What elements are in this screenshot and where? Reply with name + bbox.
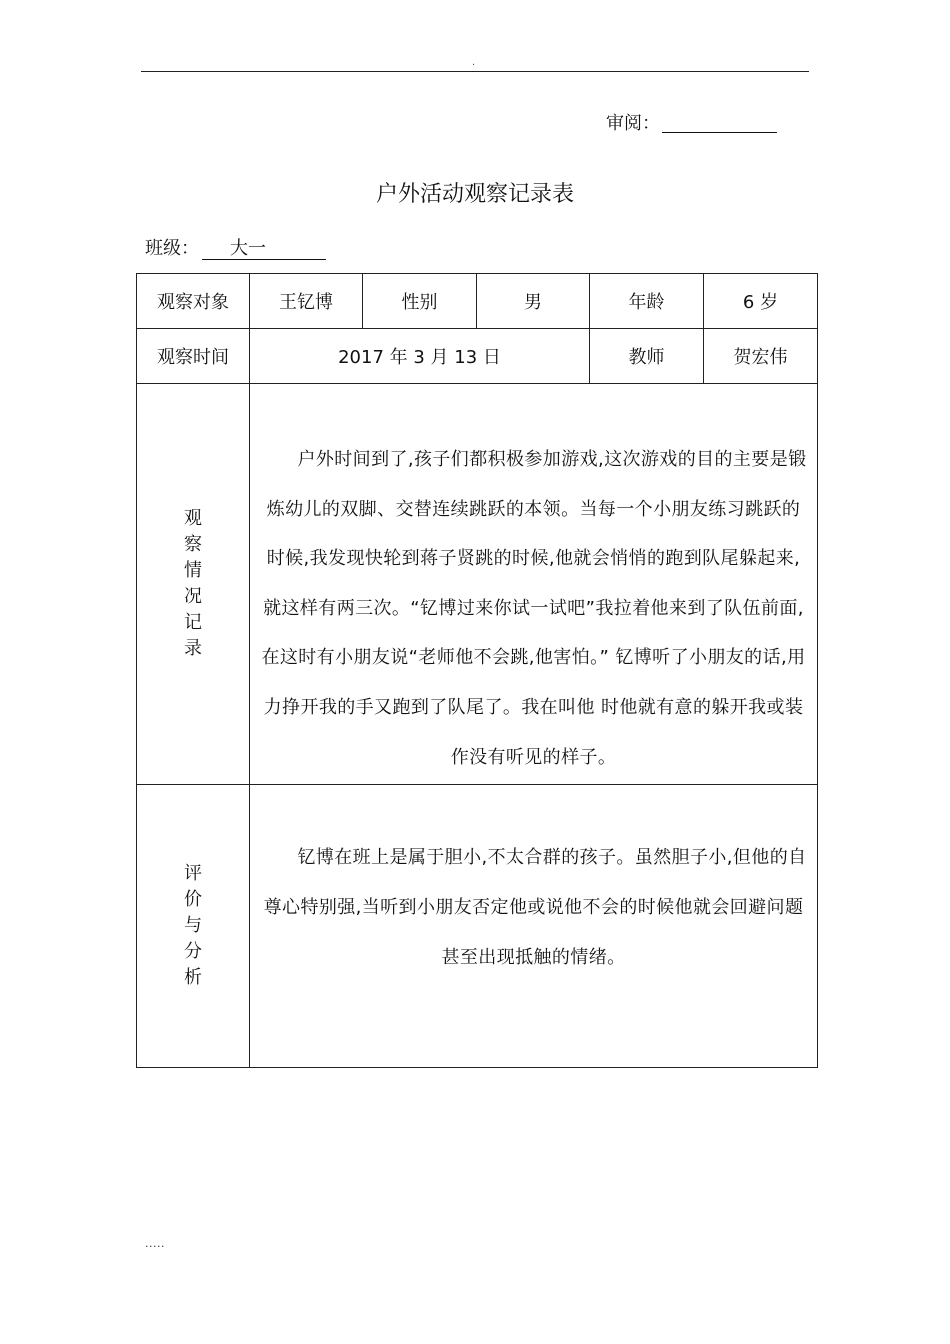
observation-text: 户外时间到了,孩子们都积极参加游戏,这次游戏的目的主要是锻炼幼儿的双脚、交替连续跳跃的本领。当每一个小朋友练习跳跃的时候,我发现快轮到蒋子贤跳的时候,他就会悄悄的跑到队尾躲起来,就这样有两三次。“钇博过来你试一试吧”我拉着他来到了队伍前面,在这时有小朋友说“老师他不会跳,他害怕。” 钇博听了小朋友的话,用力挣开我的手又跑到了队尾了。我在叫他 时他就有意的躲开我或装作没有听见的样子。 [261,449,807,768]
subject-value: 王钇博 [250,274,363,329]
observation-label-cell [137,384,250,785]
time-value: 2017 年 3 月 13 日 [250,329,590,384]
observation-label: 观察情况记录 [184,508,202,659]
header-rule [141,71,809,72]
class-label: 班级： [145,238,199,259]
observation-record-table [136,273,818,1068]
evaluation-label: 评价与分析 [184,863,202,988]
review-label: 审阅： [606,113,660,134]
time-label: 观察时间 [137,329,250,384]
review-signature-line [662,132,777,133]
page-title: 户外活动观察记录表 [375,182,574,207]
gender-label: 性别 [363,274,477,329]
table-row-time [137,329,818,384]
table-row-evaluation [137,785,818,1068]
gender-value: 男 [477,274,590,329]
evaluation-label-cell [137,785,250,1068]
observation-text-cell [250,384,818,785]
class-value: 大一 [202,237,326,260]
age-value: 6 岁 [704,274,818,329]
footer-dots: ..... [145,1237,165,1250]
age-label: 年龄 [590,274,704,329]
teacher-label: 教师 [590,329,704,384]
table-row-subject [137,274,818,329]
teacher-value: 贺宏伟 [704,329,818,384]
table-row-observation [137,384,818,785]
header-mark: . [472,57,476,68]
evaluation-text: 钇博在班上是属于胆小,不太合群的孩子。虽然胆子小,但他的自尊心特别强,当听到小朋友否定他或说他不会的时候他就会回避问题甚至出现抵触的情绪。 [263,847,807,968]
evaluation-text-cell [250,785,818,1068]
subject-label: 观察对象 [137,274,250,329]
